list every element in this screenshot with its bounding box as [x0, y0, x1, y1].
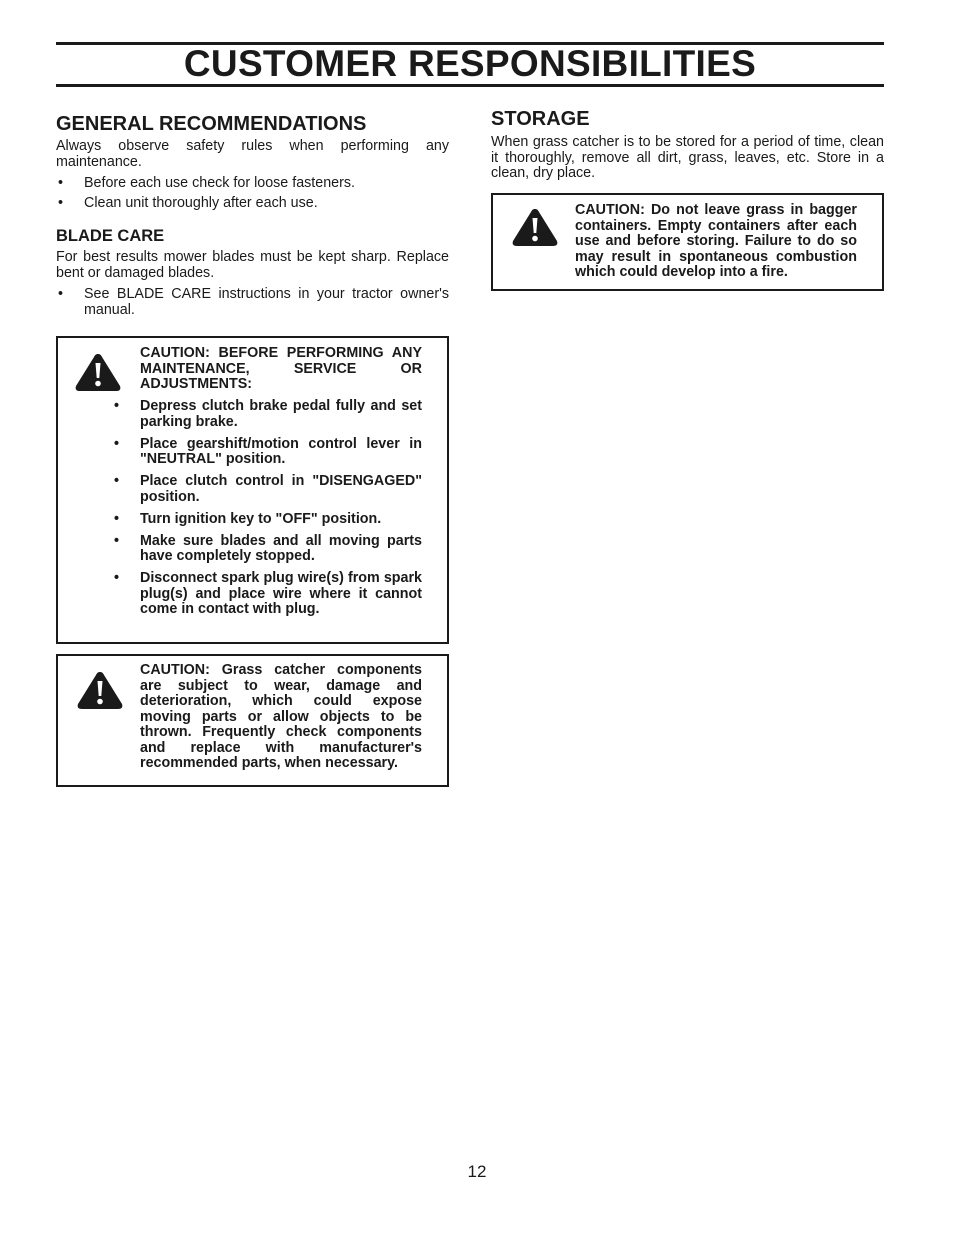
storage-text: When grass catcher is to be stored for a period of time, clean it thoroughly, remove all dirt, grass, leaves, etc. Store in a clean, dry place.: [491, 134, 884, 181]
list-item: • Make sure blades and all moving parts have completely stopped.: [112, 534, 422, 565]
caution-components-box: [56, 654, 449, 787]
page-title: CUSTOMER RESPONSIBILITIES: [183, 43, 757, 84]
caution-maintenance-box: [56, 336, 449, 644]
blade-care-heading: BLADE CARE: [56, 227, 165, 245]
caution-maintenance-list: [112, 399, 422, 624]
list-item: • Disconnect spark plug wire(s) from spark plug(s) and place wire where it cannot come in contact with plug.: [112, 571, 422, 618]
warning-triangle-icon: [511, 207, 559, 247]
caution-components-text: CAUTION: Grass catcher components are subject to wear, damage and deterioration, which could expose moving parts or allow objects to be thrown. Frequently check components and replace with manufacturer's recommended parts, when necessary.: [140, 662, 422, 771]
list-item: • See BLADE CARE instructions in your tractor owner's manual.: [56, 287, 449, 318]
caution-storage-box: [491, 193, 884, 291]
general-intro: Always observe safety rules when performing any maintenance.: [56, 138, 449, 170]
caution-storage-text: CAUTION: Do not leave grass in bagger containers. Empty containers after each use and before storing. Failure to do so may result in spontaneous combustion which could develop into a fire.: [575, 202, 857, 280]
general-bullet-list: [56, 176, 449, 212]
list-item: • Turn ignition key to "OFF" position.: [112, 512, 422, 528]
caution-maintenance-heading: CAUTION: BEFORE PERFORMING ANY MAINTENANCE, SERVICE OR ADJUSTMENTS:: [140, 345, 422, 392]
list-item: • Place gearshift/motion control lever in "NEUTRAL" position.: [112, 437, 422, 468]
list-item: • Before each use check for loose fasteners.: [56, 176, 449, 192]
list-item: • Place clutch control in "DISENGAGED" position.: [112, 474, 422, 505]
title-rule-bottom: [56, 84, 884, 87]
storage-heading: STORAGE: [491, 108, 590, 130]
warning-triangle-icon: [76, 670, 124, 710]
blade-care-intro: For best results mower blades must be kept sharp. Replace bent or damaged blades.: [56, 249, 449, 281]
page-number: 12: [467, 1162, 487, 1181]
general-recommendations-heading: GENERAL RECOMMENDATIONS: [56, 113, 367, 135]
list-item: • Depress clutch brake pedal fully and set parking brake.: [112, 399, 422, 430]
list-item: • Clean unit thoroughly after each use.: [56, 196, 449, 212]
warning-triangle-icon: [74, 352, 122, 392]
blade-care-bullet-list: [56, 287, 449, 318]
